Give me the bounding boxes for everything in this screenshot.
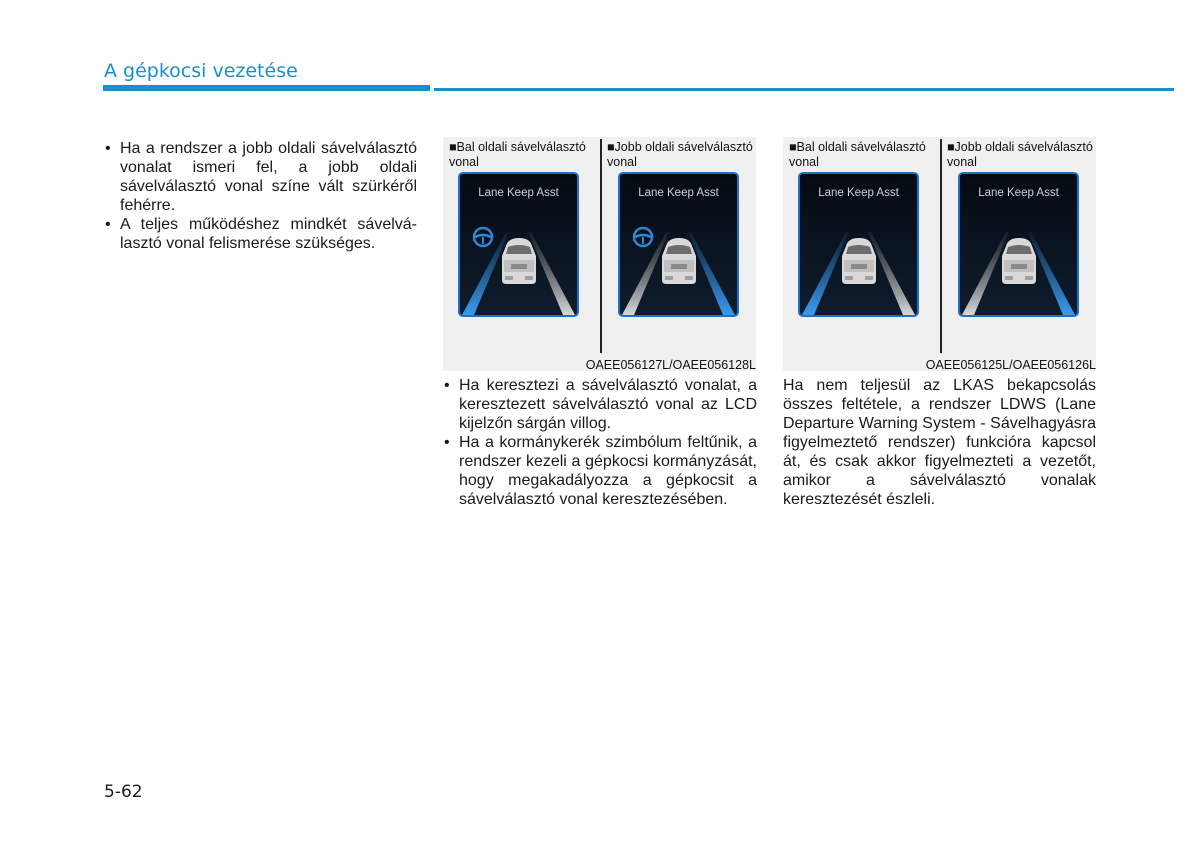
steering-wheel-icon bbox=[632, 226, 654, 248]
column-2 bbox=[443, 376, 757, 509]
lcd-screen-right bbox=[958, 172, 1079, 317]
bullet-item: • A teljes működéshez mindkét sávelválasztó vonal felismerése szükséges. bbox=[104, 215, 417, 253]
figure-code: OAEE056125L/OAEE056126L bbox=[925, 358, 1096, 372]
car-icon bbox=[998, 236, 1040, 286]
figure-caption-left: ■Bal oldali sávelválasztó vonal bbox=[449, 140, 586, 169]
lcd-screen-title: Lane Keep Asst bbox=[978, 187, 1059, 199]
figure-code: OAEE056127L/OAEE056128L bbox=[585, 358, 756, 372]
lcd-screen-title: Lane Keep Asst bbox=[818, 187, 899, 199]
figure-caption-right: ■Jobb oldali sávelválasztó vonal bbox=[947, 140, 1093, 169]
lcd-screen-title: Lane Keep Asst bbox=[478, 187, 559, 199]
header-accent-bar bbox=[103, 85, 430, 91]
car-icon bbox=[658, 236, 700, 286]
column-1 bbox=[104, 139, 417, 253]
car-icon bbox=[838, 236, 880, 286]
figure-caption-left: ■Bal oldali sávelválasztó vonal bbox=[789, 140, 926, 169]
lcd-screen-left bbox=[458, 172, 579, 317]
lcd-screen-title: Lane Keep Asst bbox=[638, 187, 719, 199]
lcd-screen-right bbox=[618, 172, 739, 317]
bullet-item: • Ha keresztezi a sávelválasztó vonalat, a keresztezett sávelválasztó vonal az LCD kijelzőn sárgán villog. bbox=[443, 376, 757, 433]
car-icon bbox=[498, 236, 540, 286]
lcd-screen-left bbox=[798, 172, 919, 317]
body-paragraph: Ha nem teljesül az LKAS bekapcsolás összes feltétele, a rendszer LDWS (Lane Departure Warning System - Sávelhagyásra figyelmeztető rendszer) funkcióra kapcsol át, és csak akkor figyelmezteti a vezetőt, amikor a sávelválasztó vonalak keresztezését észleli. bbox=[783, 377, 1096, 508]
figure-lane-keep-no-steering bbox=[783, 137, 1096, 371]
page-header-title: A gépkocsi vezetése bbox=[104, 60, 298, 82]
bullet-item: • Ha a rendszer a jobb oldali sávelválasztó vonalat ismeri fel, a jobb oldali sávelválasztó vonal színe vált szürkéről fehérre. bbox=[104, 139, 417, 215]
bullet-item: • Ha a kormánykerék szimbólum feltűnik, a rendszer kezeli a gépkocsi kormányzását, hogy megakadályozza a gépkocsit a sávelválasztó vonal keresztezésében. bbox=[443, 433, 757, 509]
steering-wheel-icon bbox=[472, 226, 494, 248]
figure-divider bbox=[940, 139, 942, 353]
column-3 bbox=[783, 376, 1096, 509]
figure-caption-right: ■Jobb oldali sávelválasztó vonal bbox=[607, 140, 753, 169]
bullet-list bbox=[104, 139, 417, 253]
page-number: 5-62 bbox=[104, 782, 143, 802]
header-rule bbox=[434, 88, 1174, 91]
figure-divider bbox=[600, 139, 602, 353]
bullet-list bbox=[443, 376, 757, 509]
figure-lane-keep-steering bbox=[443, 137, 756, 371]
